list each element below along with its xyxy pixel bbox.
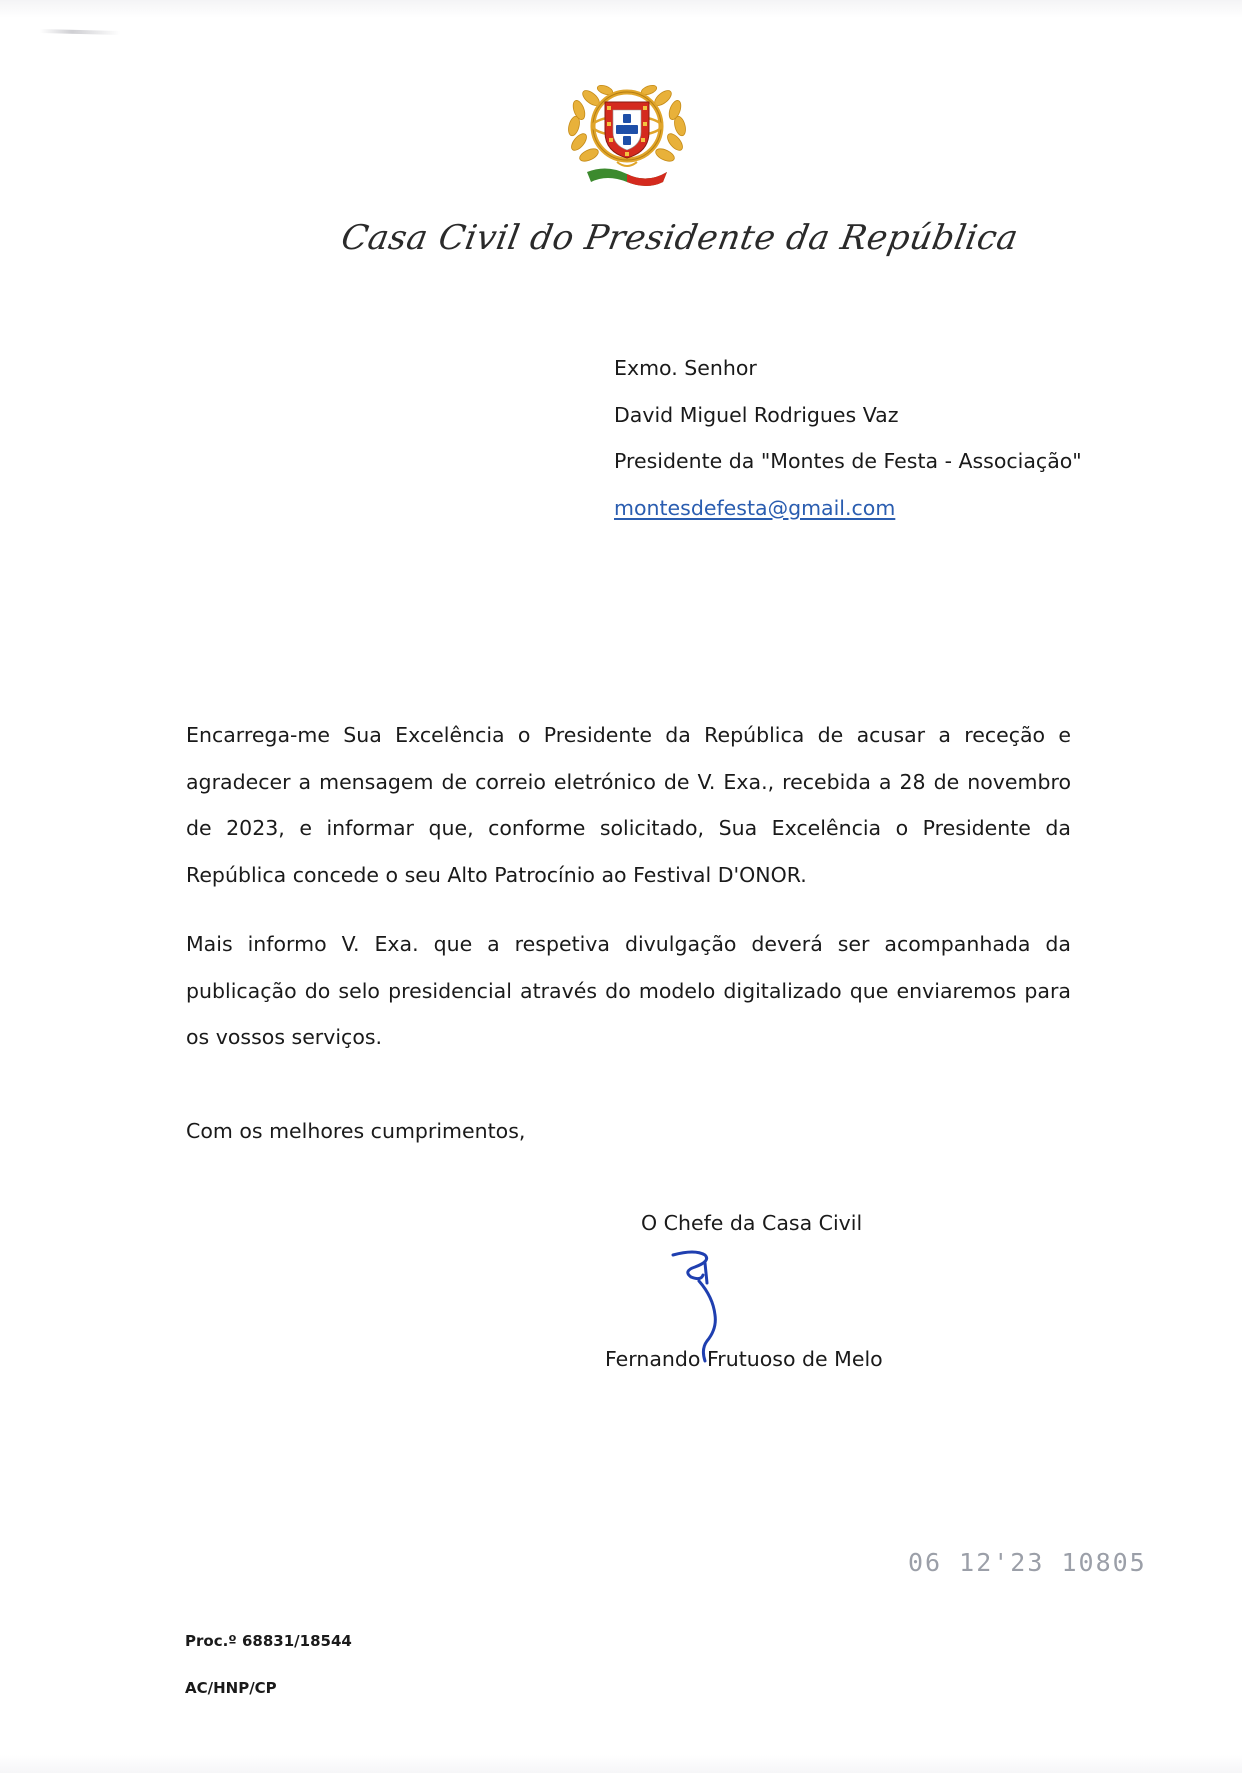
signatory-name: Fernando Frutuoso de Melo [605,1347,883,1371]
receipt-stamp: 06 12'23 10805 [908,1548,1147,1577]
coat-of-arms-icon [557,80,697,190]
addressee-name: David Miguel Rodrigues Vaz [614,402,899,427]
addressee-salutation: Exmo. Senhor [614,356,757,380]
letterhead-title: Casa Civil do Presidente da República [338,218,1022,258]
scan-artifact [40,29,120,35]
process-reference: Proc.º 68831/18544 [185,1632,352,1650]
addressee-block [614,345,1134,531]
body-paragraph-1: Encarrega-me Sua Excelência o Presidente da República de acusar a receção e agradecer a mensagem de correio eletrónico de V. Exa., recebida a 28 de novembro de 2023, e informar que, conforme solicitado, Sua Excelência o Presidente da República concede o seu Alto Patrocínio ao Festival D'ONOR. [186,723,1071,887]
body-paragraph-2: Mais informo V. Exa. que a respetiva divulgação deverá ser acompanhada da publicação do selo presidencial através do modelo digitalizado que enviaremos para os vossos serviços. [186,932,1071,1049]
signatory-title: O Chefe da Casa Civil [641,1211,863,1235]
addressee-email-link[interactable]: montesdefesta@gmail.com [614,495,896,520]
office-code: AC/HNP/CP [185,1679,277,1697]
closing-line: Com os melhores cumprimentos, [186,1119,526,1143]
addressee-role: Presidente da "Montes de Festa - Associação" [614,449,1082,473]
